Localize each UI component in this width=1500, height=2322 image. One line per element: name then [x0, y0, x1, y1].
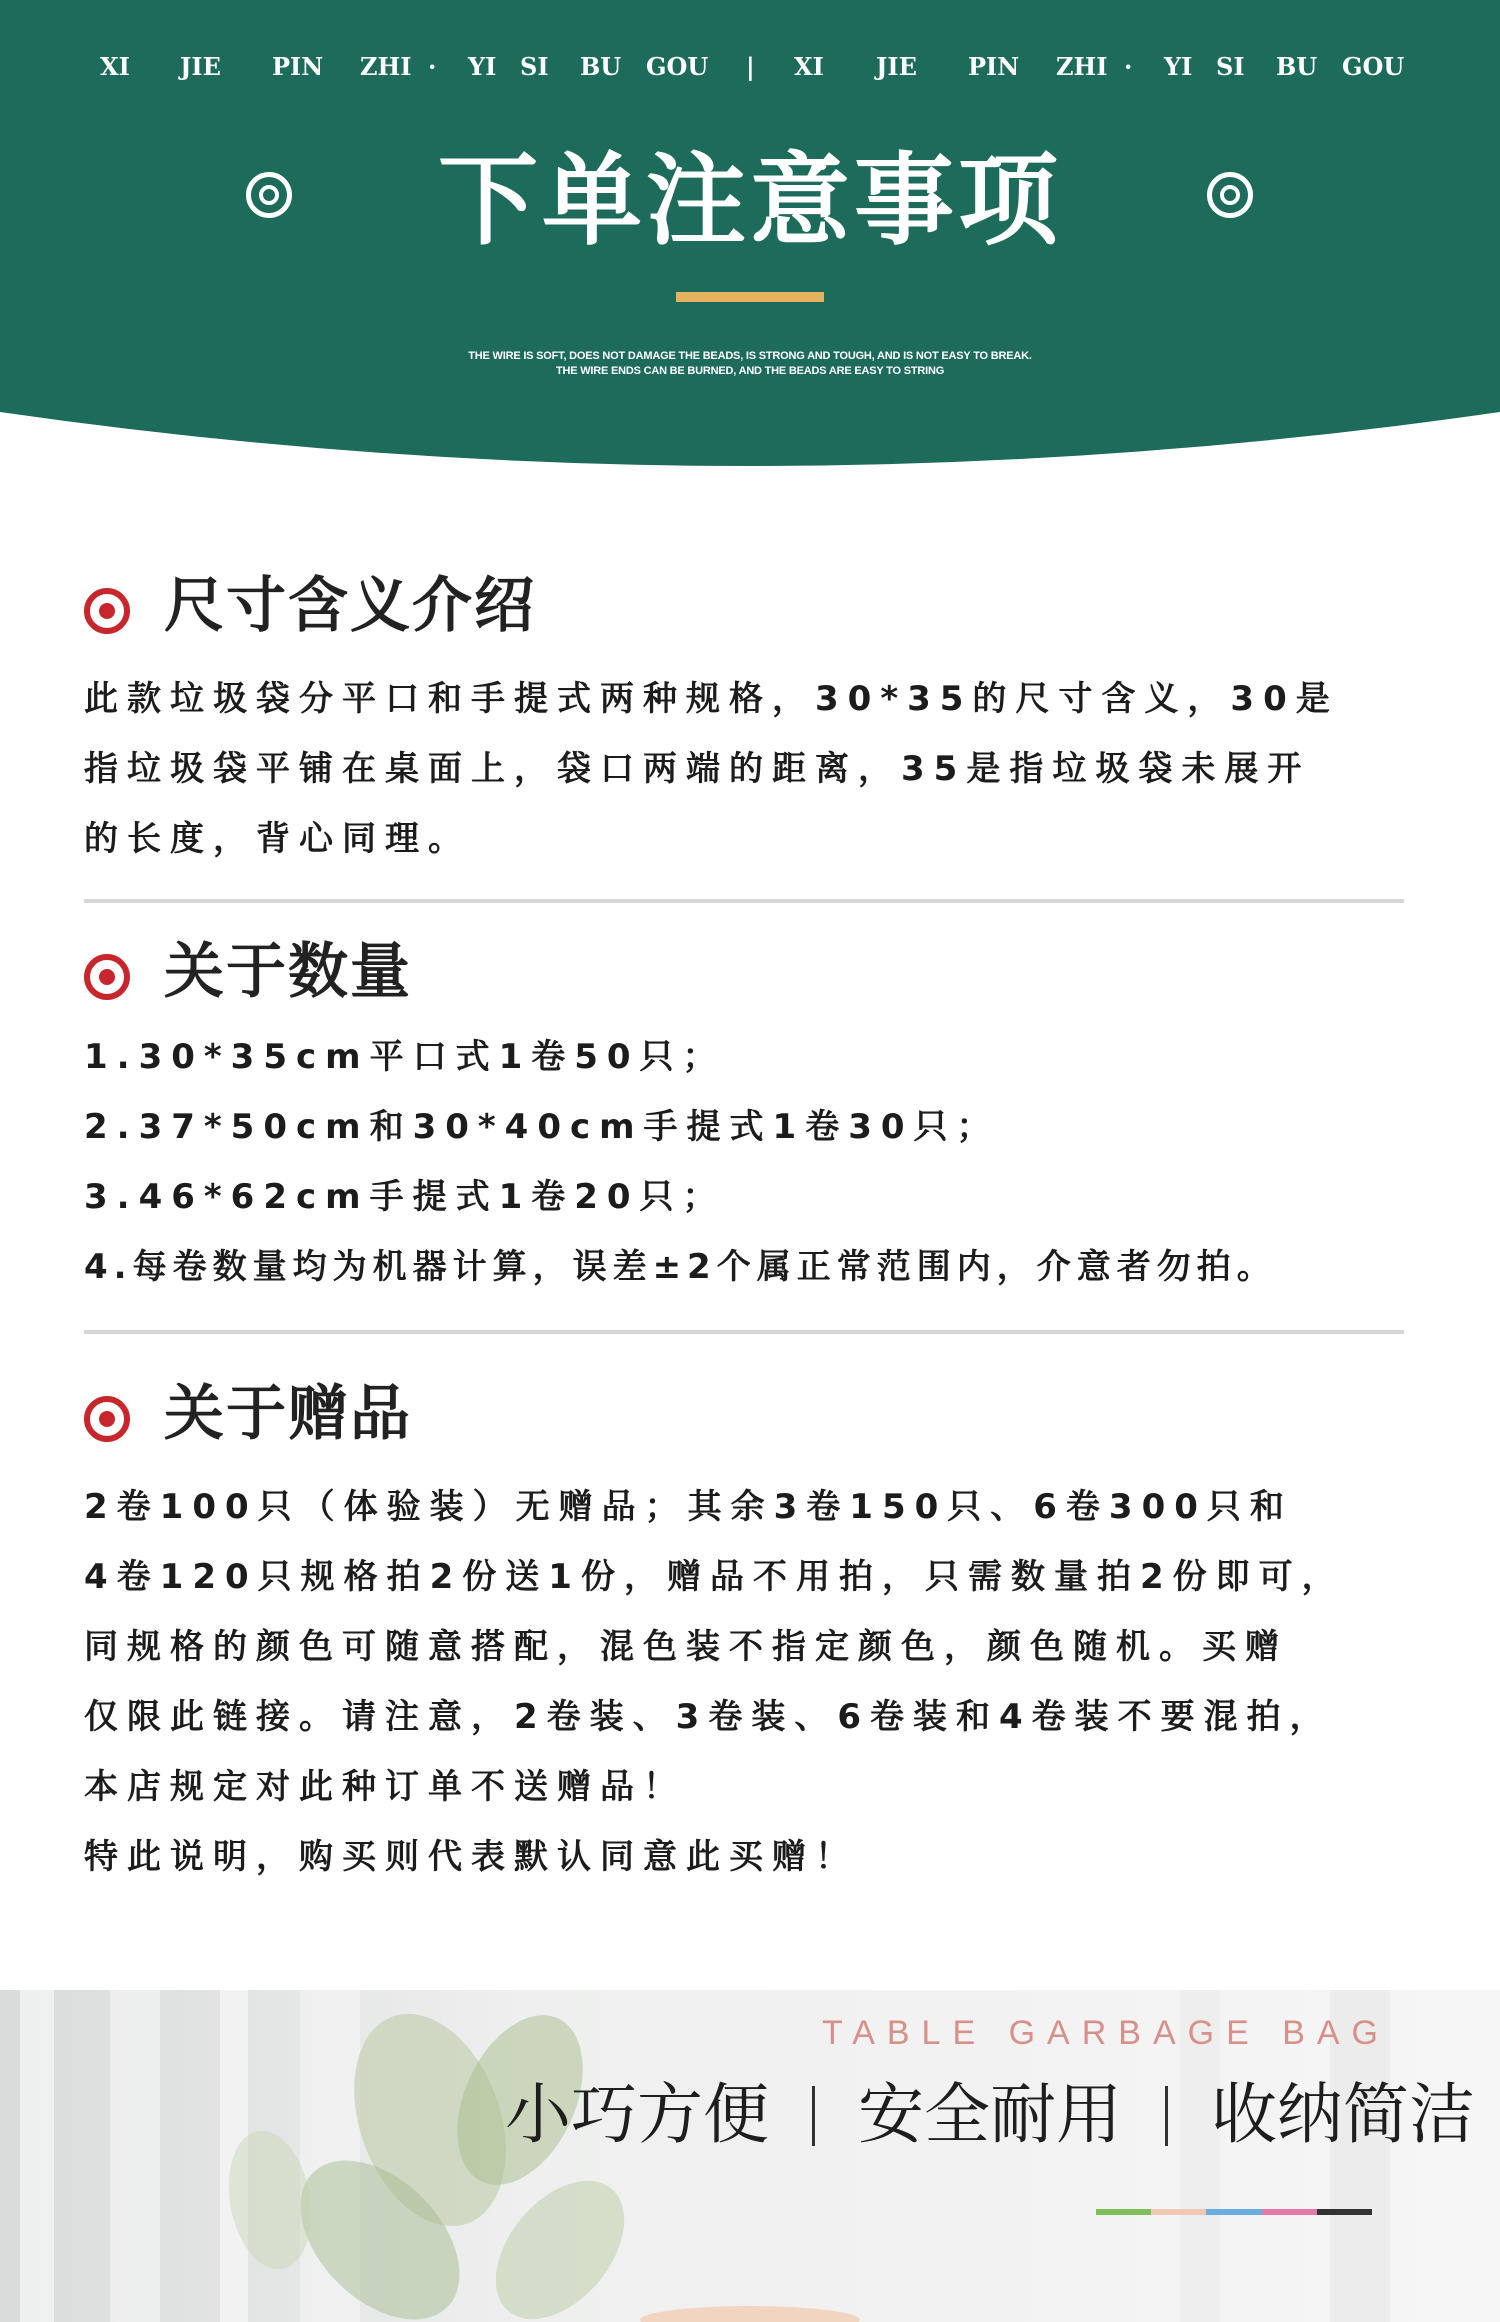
text-line: 仅限此链接。请注意，2卷装、3卷装、6卷装和4卷装不要混拍，: [84, 1697, 1333, 1737]
header-banner: [0, 0, 1500, 480]
text-line: 此款垃圾袋分平口和手提式两种规格，30*35的尺寸含义，30是: [84, 679, 1339, 719]
target-icon: [84, 588, 130, 634]
pinyin-word: XI: [100, 52, 130, 81]
slogan-separator: [1165, 2086, 1168, 2146]
text-line: 3.46*62cm手提式1卷20只；: [84, 1177, 726, 1217]
text-line: 指垃圾袋平铺在桌面上，袋口两端的距离，35是指垃圾袋未展开: [84, 749, 1311, 789]
pinyin-word: SI: [1216, 52, 1245, 81]
section-title: 关于赠品: [164, 1379, 412, 1449]
text-line: 2.37*50cm和30*40cm手提式1卷30只；: [84, 1107, 1000, 1147]
pinyin-word: GOU: [646, 52, 709, 81]
ring-icon: [1207, 172, 1253, 218]
target-icon: [84, 954, 130, 1000]
page-title: 下单注意事项: [438, 141, 1062, 259]
pinyin-word: PIN: [968, 52, 1020, 81]
section-divider: [84, 899, 1404, 903]
title-underline: [676, 292, 824, 302]
slogan-separator: [812, 2086, 815, 2146]
text-line: 的长度，背心同理。: [84, 819, 471, 859]
product-banner: [0, 1990, 1500, 2322]
pinyin-word: ZHI: [360, 52, 412, 81]
text-line: 1.30*35cm平口式1卷50只；: [84, 1037, 726, 1077]
target-icon: [84, 1396, 130, 1442]
pinyin-word: JIE: [876, 52, 917, 81]
pinyin-word: XI: [794, 52, 824, 81]
slogan-row: [505, 2070, 1475, 2160]
text-line: 2卷100只（体验装）无赠品；其余3卷150只、6卷300只和: [84, 1487, 1293, 1527]
section-body-size: [84, 664, 1484, 874]
color-swatch: [1262, 2209, 1317, 2215]
color-swatch: [1206, 2209, 1261, 2215]
pinyin-word: YI: [468, 52, 497, 81]
section-divider: [84, 1330, 1404, 1334]
text-line: 4.每卷数量均为机器计算，误差±2个属正常范围内，介意者勿拍。: [84, 1247, 1277, 1287]
slogan-text: 收纳简洁: [1210, 2076, 1475, 2153]
text-line: 同规格的颜色可随意搭配，混色装不指定颜色，颜色随机。买赠: [84, 1627, 1288, 1667]
text-line: 4卷120只规格拍2份送1份，赠品不用拍，只需数量拍2份即可，: [84, 1557, 1345, 1597]
text-line: 本店规定对此种订单不送赠品！: [84, 1767, 686, 1807]
pinyin-word: PIN: [272, 52, 324, 81]
section-body-quantity: [84, 1022, 1484, 1302]
pinyin-word: BU: [1276, 52, 1318, 81]
banner-english-title: TABLE GARBAGE BAG: [821, 2014, 1390, 2052]
pinyin-word: ZHI: [1056, 52, 1108, 81]
color-strip: [1096, 2209, 1372, 2215]
slogan-text: 小巧方便: [505, 2076, 769, 2153]
pinyin-word: BU: [580, 52, 622, 81]
header-subtitle-line-1: THE WIRE IS SOFT, DOES NOT DAMAGE THE BEADS, IS STRONG AND TOUGH, AND IS NOT EASY TO BREAK.: [468, 350, 1032, 362]
section-title: 关于数量: [164, 937, 412, 1007]
slogan-text: 安全耐用: [857, 2076, 1122, 2153]
pinyin-word: YI: [1164, 52, 1193, 81]
pinyin-row: [0, 52, 1500, 82]
pinyin-word: GOU: [1342, 52, 1405, 81]
section-title: 尺寸含义介绍: [164, 571, 536, 641]
pinyin-word: JIE: [180, 52, 221, 81]
color-swatch: [1096, 2209, 1151, 2215]
pinyin-dot: ·: [428, 52, 437, 81]
section-body-gift: [84, 1472, 1484, 1892]
header-subtitle-line-2: THE WIRE ENDS CAN BE BURNED, AND THE BEADS ARE EASY TO STRING: [555, 365, 945, 377]
color-swatch: [1151, 2209, 1206, 2215]
pinyin-word: SI: [520, 52, 549, 81]
color-swatch: [1317, 2209, 1372, 2215]
text-line: 特此说明，购买则代表默认同意此买赠！: [84, 1837, 858, 1877]
pinyin-separator: |: [746, 52, 755, 81]
pinyin-dot: ·: [1124, 52, 1133, 81]
